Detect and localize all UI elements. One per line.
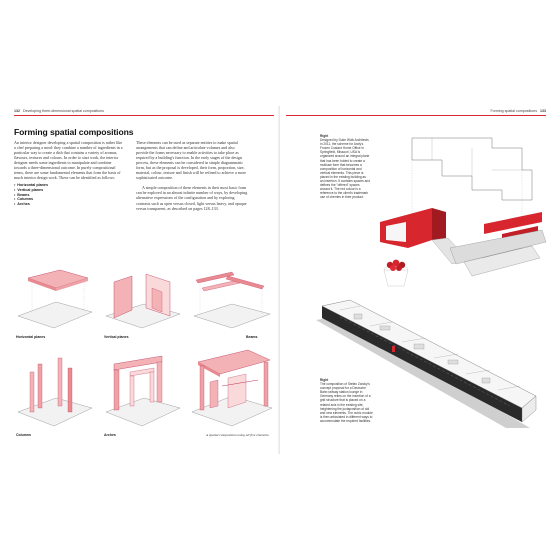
left-page xyxy=(8,106,280,454)
running-head-right-title: Forming spatial compositions xyxy=(490,109,537,113)
head-rule-left xyxy=(14,115,274,116)
list-item: • Horizontal planes xyxy=(14,183,124,188)
book-spread xyxy=(8,106,552,454)
body-paragraph: A simple composition of these elements in their most basic form can be explored in an almost infinite number of ways, by developing alternative expressions of the configuration and by exploring contrasts such as open versus closed, light versus heavy, and opaque versus transparent, as described on pages 128–133. xyxy=(136,185,248,211)
section-title: Forming spatial compositions xyxy=(14,127,134,137)
columns-diagram xyxy=(12,350,96,430)
page-number-right: 133 xyxy=(540,109,546,113)
body-column-1 xyxy=(14,140,124,206)
caption-text: The composition of Stefan Zwicky's concept proposal for a Deutsche Bahn railway station lounge in Germany relies on the insertion of a grid structure that is placed on a related axis in the existing site, heightening the juxtaposition of old and new elements. The cubic module is then articulated in different ways to accommodate the required facilities. xyxy=(320,382,373,423)
figure-label: Arches xyxy=(104,433,116,437)
figure-label: Beams xyxy=(246,335,258,339)
running-head-right xyxy=(490,109,546,113)
page-number-left: 132 xyxy=(14,109,20,113)
list-item: • Beams xyxy=(14,193,124,198)
caption-text: Designed by Duke Wolk Architects in 2011, the scheme for Andy's Frozen Custard Home Office in Springfield, Missouri, USA is organized around an integral plane that has been folded to create a multiuse form that becomes a composition of horizontal and vertical elements. This piece is placed in the existing building as an insertion. It contains spaces and defines the "offered" spaces around it. The red colour is a reference to the client's trademark use of cherries in their product. xyxy=(320,138,370,200)
caption-top xyxy=(320,134,370,200)
head-rule-right xyxy=(286,115,546,116)
caption-title: Right xyxy=(320,134,329,138)
list-item: • Columns xyxy=(14,197,124,202)
list-item: • Arches xyxy=(14,202,124,207)
element-list xyxy=(14,183,124,206)
caption-title: Right xyxy=(320,378,329,382)
running-head-left-title: Developing three-dimensional spatial compositions xyxy=(23,109,104,113)
beams-diagram xyxy=(188,266,274,332)
running-head-left xyxy=(14,109,104,113)
body-column-2 xyxy=(136,140,248,216)
figure-label: Columns xyxy=(16,433,31,437)
vertical-planes-diagram xyxy=(100,266,184,332)
list-item: • Vertical planes xyxy=(14,188,124,193)
composite-caption: A spatial composition using all five elements. xyxy=(206,433,270,437)
figure-label: Vertical planes xyxy=(104,335,129,339)
caption-bottom xyxy=(320,378,374,423)
figure-label: Horizontal planes xyxy=(16,335,46,339)
exploded-axonometric-drawing xyxy=(372,130,548,294)
horizontal-planes-diagram xyxy=(12,266,96,332)
composite-diagram xyxy=(188,346,274,430)
body-paragraph: An interior designer developing a spatial composition is rather like a chef preparing a meal: they combine a number of ingredients in a particular way to create a dish that contains a variety of aromas, flavours, textures and colours. In order to start work, the interior designer needs some ingredients to manipulate and combine towards a three-dimensional outcome. In purely compositional terms, there are some fundamental elements that form the basis of much interior design work. These can be identified as follows: xyxy=(14,140,123,181)
right-page xyxy=(280,106,552,454)
arches-diagram xyxy=(100,350,184,430)
body-paragraph: These elements can be used as separate entities to make spatial arrangements that can define and articulate volumes and also provide the forms necessary to enable activities to take place as required by a building's function. In the early stages of the design process, these elements can be considered in simple diagrammatic form, but as the proposal is developed, their form, proportion, size, material, colour, texture and finish will be refined to achieve a more sophisticated outcome. xyxy=(136,140,247,181)
